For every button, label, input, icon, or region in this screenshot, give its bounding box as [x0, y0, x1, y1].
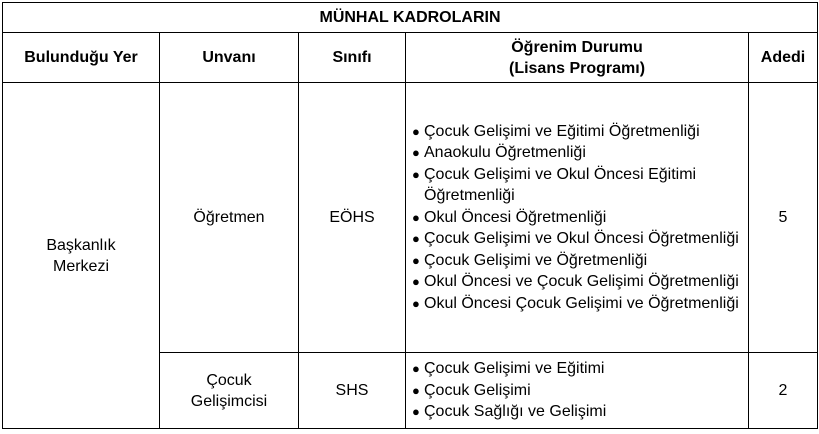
header-class: Sınıfı	[299, 33, 406, 83]
header-row	[3, 33, 818, 83]
count-cell: 2	[749, 353, 818, 429]
program-text: Çocuk Gelişimi ve Eğitimi	[424, 360, 605, 378]
program-item	[412, 207, 744, 229]
header-location: Bulunduğu Yer	[3, 33, 160, 83]
program-item	[412, 401, 744, 423]
bullet-icon: ●	[412, 382, 420, 398]
program-text: Okul Öncesi ve Çocuk Gelişimi Öğretmenliği	[424, 273, 739, 291]
bullet-icon: ●	[412, 166, 420, 182]
bullet-icon: ●	[412, 209, 420, 225]
vacancy-table	[2, 2, 818, 429]
programs-cell	[406, 353, 749, 429]
bullet-icon: ●	[412, 295, 420, 311]
programs-cell	[406, 83, 749, 353]
count-cell: 5	[749, 83, 818, 353]
program-text: Çocuk Sağlığı ve Gelişimi	[424, 403, 607, 421]
program-text: Çocuk Gelişimi ve Eğitimi Öğretmenliği	[424, 122, 700, 140]
class-cell: EÖHS	[299, 83, 406, 353]
program-item	[412, 271, 744, 293]
program-list	[406, 121, 748, 315]
title-row	[3, 3, 818, 33]
bullet-icon: ●	[412, 274, 420, 290]
title-cell: Öğretmen	[160, 83, 299, 353]
program-item	[412, 358, 744, 380]
bullet-icon: ●	[412, 123, 420, 139]
program-item	[412, 164, 744, 207]
header-title: Unvanı	[160, 33, 299, 83]
program-text: Çocuk Gelişimi ve Okul Öncesi Eğitimi Öğretmenliği	[424, 165, 697, 205]
table-title: MÜNHAL KADROLARIN	[3, 3, 818, 33]
program-item	[412, 293, 744, 315]
title-cell	[160, 353, 299, 429]
table-row	[3, 83, 818, 353]
bullet-icon: ●	[412, 404, 420, 420]
location-cell	[3, 83, 160, 429]
class-cell: SHS	[299, 353, 406, 429]
bullet-icon: ●	[412, 231, 420, 247]
header-education-line1: Öğrenim Durumu	[511, 38, 643, 56]
program-text: Okul Öncesi Öğretmenliği	[424, 208, 607, 226]
title-line1: Çocuk	[206, 371, 252, 389]
bullet-icon: ●	[412, 252, 420, 268]
program-item	[412, 121, 744, 143]
program-item	[412, 142, 744, 164]
program-text: Çocuk Gelişimi	[424, 381, 531, 399]
program-text: Çocuk Gelişimi ve Öğretmenliği	[424, 251, 648, 269]
program-item	[412, 250, 744, 272]
header-education-line2: (Lisans Programı)	[508, 59, 646, 77]
program-item	[412, 228, 744, 250]
program-text: Anaokulu Öğretmenliği	[424, 144, 586, 162]
bullet-icon: ●	[412, 145, 420, 161]
title-line2: Gelişimcisi	[190, 392, 268, 410]
program-text: Çocuk Gelişimi ve Okul Öncesi Öğretmenliği	[424, 230, 739, 248]
program-item	[412, 380, 744, 402]
bullet-icon: ●	[412, 361, 420, 377]
location-text: Başkanlık Merkezi	[46, 236, 116, 275]
program-list	[406, 358, 748, 423]
program-text: Okul Öncesi Çocuk Gelişimi ve Öğretmenliği	[424, 294, 739, 312]
header-count: Adedi	[749, 33, 818, 83]
header-education	[406, 33, 749, 83]
